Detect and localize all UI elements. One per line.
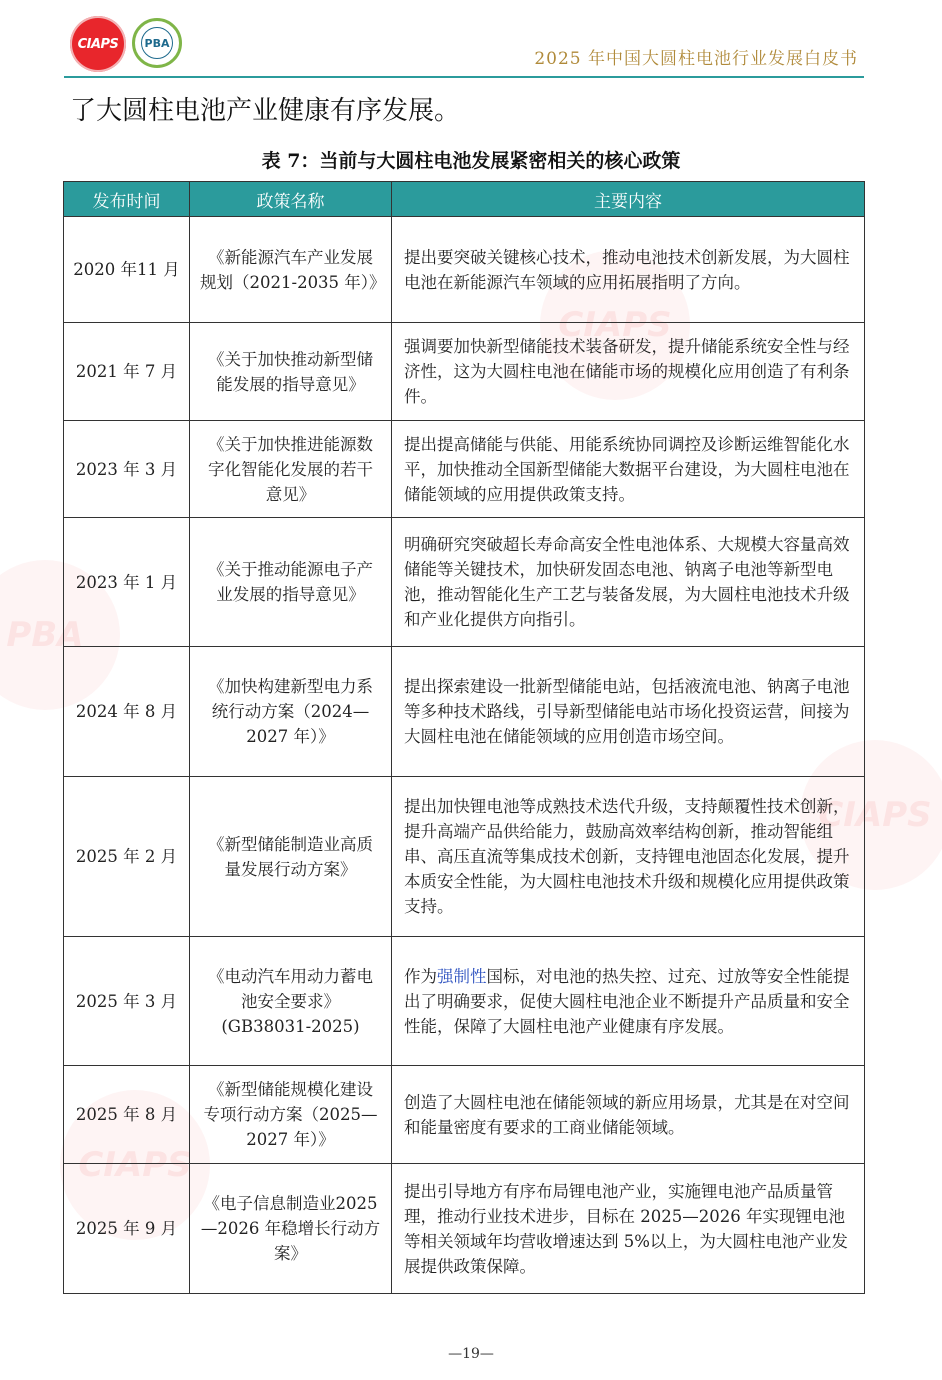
cell-date: 2025 年 9 月 — [64, 1164, 190, 1294]
cell-content: 提出加快锂电池等成熟技术迭代升级，支持颠覆性技术创新，提升高端产品供给能力，鼓励高效率结构创新，推动智能组串、高压直流等集成技术创新，支持锂电池固态化发展，提升本质安全性能，为大圆柱电池技术升级和规模化应用提供政策支持。 — [392, 777, 865, 937]
watermark-logo: PBA — [0, 560, 120, 710]
watermark-logo: CIAPS — [60, 1090, 210, 1240]
cell-policy-name: 《电子信息制造业2025—2026 年稳增长行动方案》 — [190, 1164, 392, 1294]
table-row — [64, 421, 865, 518]
cell-date: 2021 年 7 月 — [64, 323, 190, 421]
cell-content: 提出引导地方有序布局锂电池产业，实施锂电池产品质量管理，推动行业技术进步，目标在 2025—2026 年实现锂电池等相关领域年均营收增速达到 5%以上，为大圆柱电池产业发展提供政策保障。 — [392, 1164, 865, 1294]
cell-policy-name: 《关于加快推动新型储能发展的指导意见》 — [190, 323, 392, 421]
cell-date: 2025 年 8 月 — [64, 1066, 190, 1164]
cell-policy-name: 《新型储能规模化建设专项行动方案（2025—2027 年）》 — [190, 1066, 392, 1164]
pba-logo: PBA — [132, 18, 182, 68]
table-row — [64, 518, 865, 647]
policy-table — [63, 181, 865, 1294]
cell-policy-name: 《加快构建新型电力系统行动方案（2024—2027 年）》 — [190, 647, 392, 777]
cell-policy-name: 《新能源汽车产业发展规划（2021-2035 年）》 — [190, 217, 392, 323]
column-header-content: 主要内容 — [392, 182, 865, 217]
page-number: —19— — [448, 1346, 494, 1362]
cell-date: 2025 年 3 月 — [64, 937, 190, 1066]
header-divider — [64, 76, 864, 78]
content-text: 国标，对电池的热失控、过充、过放等安全性能提出了明确要求，促使大圆柱电池企业不断提升产品质量和安全性能，保障了大圆柱电池产业健康有序发展。 — [404, 966, 850, 1036]
ciaps-logo: CIAPS — [70, 16, 126, 72]
cell-date: 2025 年 2 月 — [64, 777, 190, 937]
cell-policy-name: 《关于推动能源电子产业发展的指导意见》 — [190, 518, 392, 647]
table-row — [64, 323, 865, 421]
table-row — [64, 647, 865, 777]
cell-policy-name: 《电动汽车用动力蓄电池安全要求》(GB38031-2025) — [190, 937, 392, 1066]
document-title: 2025 年中国大圆柱电池行业发展白皮书 — [534, 49, 858, 69]
highlighted-term: 强制性 — [437, 966, 487, 986]
cell-content: 创造了大圆柱电池在储能领域的新应用场景，尤其是在对空间和能量密度有要求的工商业储能领域。 — [392, 1066, 865, 1164]
watermark-logo: CIAPS — [540, 250, 690, 400]
cell-content: 强调要加快新型储能技术装备研发，提升储能系统安全性与经济性，这为大圆柱电池在储能市场的规模化应用创造了有利条件。 — [392, 323, 865, 421]
cell-policy-name: 《关于加快推进能源数字化智能化发展的若干意见》 — [190, 421, 392, 518]
page-header — [0, 0, 942, 80]
column-header-date: 发布时间 — [64, 182, 190, 217]
table-header-row — [64, 182, 865, 217]
cell-policy-name: 《新型储能制造业高质量发展行动方案》 — [190, 777, 392, 937]
cell-date: 2023 年 3 月 — [64, 421, 190, 518]
table-caption: 表 7：当前与大圆柱电池发展紧密相关的核心政策 — [261, 150, 681, 172]
table-row — [64, 1066, 865, 1164]
table-row — [64, 777, 865, 937]
cell-content — [392, 937, 865, 1066]
cell-content: 提出提高储能与供能、用能系统协同调控及诊断运维智能化水平，加快推动全国新型储能大数据平台建设，为大圆柱电池在储能领域的应用提供政策支持。 — [392, 421, 865, 518]
cell-content: 提出要突破关键核心技术，推动电池技术创新发展，为大圆柱电池在新能源汽车领域的应用拓展指明了方向。 — [392, 217, 865, 323]
table-row — [64, 937, 865, 1066]
cell-date: 2024 年 8 月 — [64, 647, 190, 777]
content-text: 作为 — [404, 966, 437, 986]
cell-content: 提出探索建设一批新型储能电站，包括液流电池、钠离子电池等多种技术路线，引导新型储能电站市场化投资运营，间接为大圆柱电池在储能领域的应用创造市场空间。 — [392, 647, 865, 777]
watermark-logo: CIAPS — [800, 740, 942, 890]
cell-date: 2023 年 1 月 — [64, 518, 190, 647]
column-header-policy-name: 政策名称 — [190, 182, 392, 217]
table-row — [64, 217, 865, 323]
table-row — [64, 1164, 865, 1294]
cell-date: 2020 年11 月 — [64, 217, 190, 323]
cell-content: 明确研究突破超长寿命高安全性电池体系、大规模大容量高效储能等关键技术，加快研发固态电池、钠离子电池等新型电池，推动智能化生产工艺与装备发展，为大圆柱电池技术升级和产业化提供方向指引。 — [392, 518, 865, 647]
lead-paragraph: 了大圆柱电池产业健康有序发展。 — [70, 96, 461, 126]
